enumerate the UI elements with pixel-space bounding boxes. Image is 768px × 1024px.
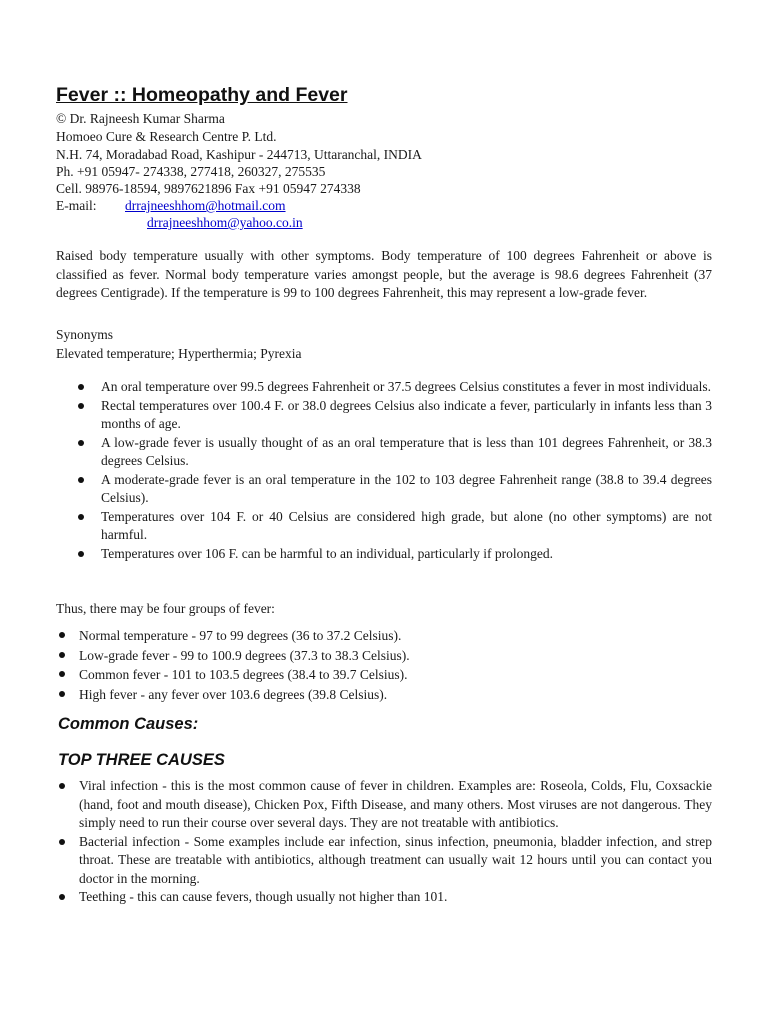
bullet-icon <box>78 440 84 446</box>
email-link-hotmail[interactable]: drrajneeshhom@hotmail.com <box>125 198 286 213</box>
cell-fax-line: Cell. 98976-18594, 9897621896 Fax +91 05947 274338 <box>56 181 361 196</box>
intro-paragraph: Raised body temperature usually with other symptoms. Body temperature of 100 degrees Fahrenheit or above is classified as fever. Normal body temperature varies amongst people, but the average is 98.6 degrees Fahrenheit (37 degrees Centigrade). If the temperature is 99 to 100 degrees Fahrenheit, this may represent a low-grade fever. <box>56 248 712 300</box>
list-item: Teething - this can cause fevers, though usually not higher than 101. <box>79 888 712 907</box>
bullet-icon <box>59 783 65 789</box>
causes-list <box>79 777 712 907</box>
list-item: High fever - any fever over 103.6 degrees (39.8 Celsius). <box>79 685 712 705</box>
list-item: Rectal temperatures over 100.4 F. or 38.0 degrees Celsius also indicate a fever, particularly in infants less than 3 months of age. <box>101 397 712 434</box>
common-causes-heading: Common Causes: <box>58 715 199 733</box>
bullet-icon <box>59 671 65 677</box>
list-item: A moderate-grade fever is an oral temperature in the 102 to 103 degree Fahrenheit range (38.8 to 39.4 degrees Celsius). <box>101 471 712 508</box>
bullet-icon <box>78 477 84 483</box>
bullet-icon <box>59 652 65 658</box>
list-item: Temperatures over 104 F. or 40 Celsius are considered high grade, but alone (no other symptoms) are not harmful. <box>101 508 712 545</box>
bullet-icon <box>78 384 84 390</box>
list-item: Low-grade fever - 99 to 100.9 degrees (37.3 to 38.3 Celsius). <box>79 646 712 666</box>
fever-groups-list <box>79 626 712 704</box>
document-title: Fever :: Homeopathy and Fever <box>56 84 348 106</box>
list-item: Common fever - 101 to 103.5 degrees (38.4 to 39.7 Celsius). <box>79 665 712 685</box>
bullet-icon <box>59 632 65 638</box>
author-line: © Dr. Rajneesh Kumar Sharma <box>56 111 225 126</box>
list-item: Viral infection - this is the most common cause of fever in children. Examples are: Roseola, Colds, Flu, Coxsackie (hand, foot and mouth disease), Chicken Pox, Fifth Disease, and many others. Most viruses are not dangerous. They simply need to run their course over several days. They are not treatable with antibiotics. <box>79 777 712 833</box>
list-item: Normal temperature - 97 to 99 degrees (36 to 37.2 Celsius). <box>79 626 712 646</box>
bullet-icon <box>59 839 65 845</box>
list-item: Temperatures over 106 F. can be harmful to an individual, particularly if prolonged. <box>101 545 712 564</box>
organization-line: Homoeo Cure & Research Centre P. Ltd. <box>56 129 277 144</box>
bullet-icon <box>78 551 84 557</box>
email-label: E-mail: <box>56 198 97 213</box>
phone-line: Ph. +91 05947- 274338, 277418, 260327, 275535 <box>56 164 326 179</box>
list-item: Bacterial infection - Some examples include ear infection, sinus infection, pneumonia, bladder infection, and strep throat. These are treatable with antibiotics, although treatment can usually wait 12 hours until you can contact you doctor in the morning. <box>79 833 712 889</box>
list-item: A low-grade fever is usually thought of as an oral temperature that is less than 101 degrees Fahrenheit, or 38.3 degrees Celsius. <box>101 434 712 471</box>
list-item: An oral temperature over 99.5 degrees Fahrenheit or 37.5 degrees Celsius constitutes a fever in most individuals. <box>101 378 712 397</box>
bullet-icon <box>59 894 65 900</box>
synonyms-label: Synonyms <box>56 327 114 342</box>
groups-intro: Thus, there may be four groups of fever: <box>56 601 275 616</box>
bullet-icon <box>78 514 84 520</box>
synonyms-text: Elevated temperature; Hyperthermia; Pyrexia <box>56 346 302 361</box>
top-causes-heading: TOP THREE CAUSES <box>58 751 225 769</box>
bullet-icon <box>59 691 65 697</box>
email-link-yahoo[interactable]: drrajneeshhom@yahoo.co.in <box>147 215 303 230</box>
definition-list <box>101 378 712 563</box>
bullet-icon <box>78 403 84 409</box>
address-line: N.H. 74, Moradabad Road, Kashipur - 244713, Uttaranchal, INDIA <box>56 147 422 162</box>
